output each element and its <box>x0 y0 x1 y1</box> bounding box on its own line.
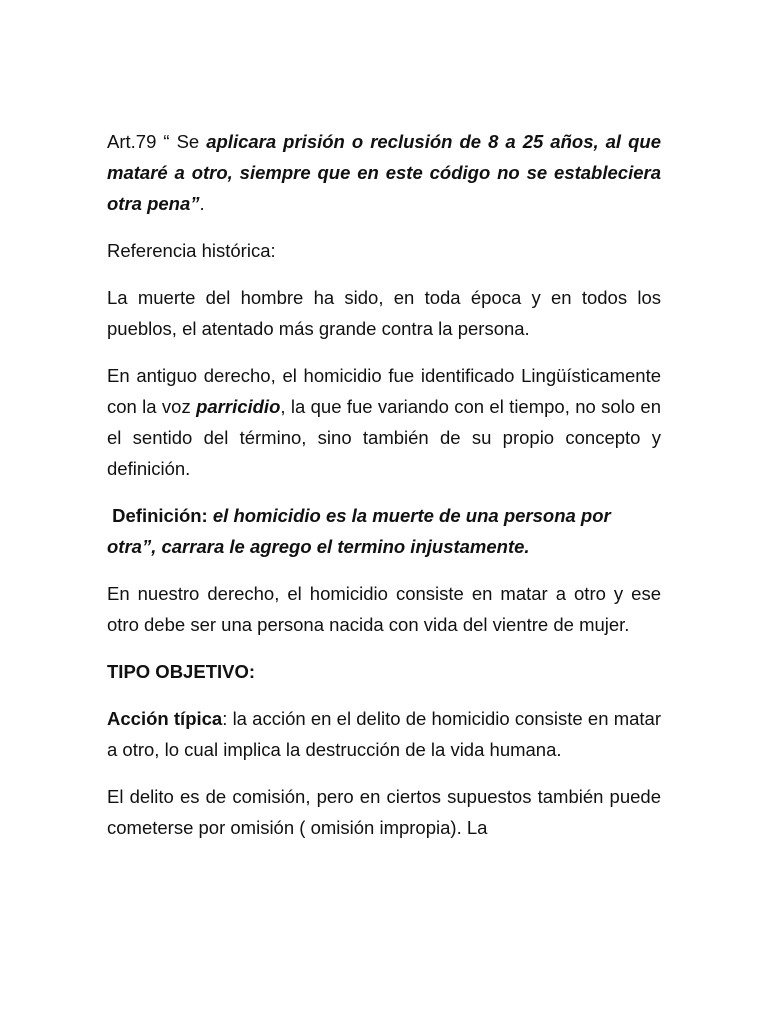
paragraph-delito-comision: El delito es de comisión, pero en ciertos supuestos también puede cometerse por omisión ( omisión impropia). La <box>107 786 661 838</box>
paragraph-antiguo-derecho <box>107 360 661 484</box>
accion-tipica-paragraph <box>107 703 661 765</box>
parricidio-term: parricidio <box>196 396 281 417</box>
article-79-paragraph <box>107 126 661 219</box>
definition-text: el homicidio es la muerte de una persona por otra”, carrara le agrego el termino injustamente. <box>107 505 611 557</box>
definition-label: Definición: <box>107 505 213 526</box>
historical-reference-heading: Referencia histórica: <box>107 240 276 261</box>
tipo-objetivo-heading: TIPO OBJETIVO: <box>107 661 256 682</box>
article-suffix: . <box>199 193 205 214</box>
paragraph-nuestro-derecho: En nuestro derecho, el homicidio consiste en matar a otro y ese otro debe ser una persona nacida con vida del vientre de mujer. <box>107 583 661 635</box>
antiguo-before: En antiguo derecho, el homicidio fue identificado Lingüísticamente con la voz <box>107 365 661 417</box>
article-law-text: aplicara prisión o reclusión de 8 a 25 años, al que mataré a otro, siempre que en este código no se estableciera otra pena” <box>107 131 661 214</box>
article-prefix: Art.79 “ Se <box>107 131 207 152</box>
accion-tipica-text: : la acción en el delito de homicidio consiste en matar a otro, lo cual implica la destrucción de la vida humana. <box>107 708 662 760</box>
definition-paragraph <box>107 500 661 562</box>
paragraph-muerte: La muerte del hombre ha sido, en toda época y en todos los pueblos, el atentado más grande contra la persona. <box>107 287 661 339</box>
accion-tipica-label: Acción típica <box>107 708 223 729</box>
document-page <box>107 126 661 859</box>
antiguo-after: , la que fue variando con el tiempo, no solo en el sentido del término, sino también de su propio concepto y definición. <box>107 396 661 479</box>
